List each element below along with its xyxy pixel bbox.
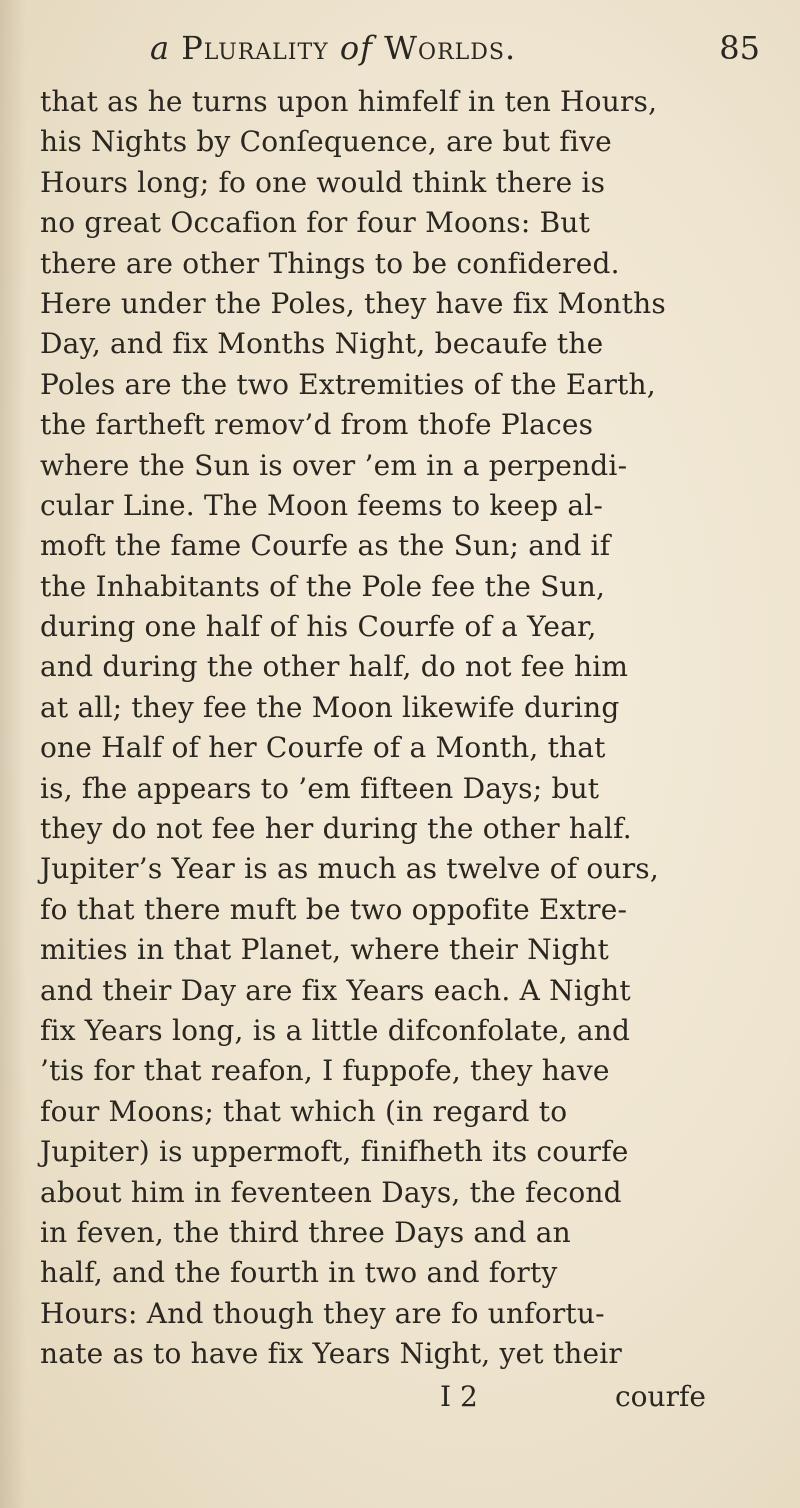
text-line: Here under the Poles, they have fix Months — [40, 286, 666, 320]
text-line: about him in feventeen Days, the fecond — [40, 1175, 622, 1209]
text-line: is, fhe appears to ’em fifteen Days; but — [40, 771, 600, 805]
text-line: Poles are the two Extremities of the Earth, — [40, 367, 656, 401]
text-line: the fartheft remov’d from thofe Places — [40, 408, 594, 442]
text-line: at all; they fee the Moon likewife during — [40, 690, 620, 724]
catchword: courfe — [615, 1379, 706, 1413]
text-line: one Half of her Courfe of a Month, that — [40, 731, 606, 765]
text-line: Jupiter) is uppermoft, finifheth its courfe — [40, 1135, 629, 1169]
text-line: they do not fee her during the other half. — [40, 812, 632, 846]
text-line: Day, and fix Months Night, becaufe the — [40, 327, 604, 361]
running-head — [150, 22, 516, 74]
text-line: that as he turns upon himfelf in ten Hours, — [40, 85, 658, 118]
text-line: four Moons; that which (in regard to — [40, 1094, 568, 1128]
text-line: there are other Things to be confidered. — [40, 246, 620, 280]
text-line: no great Occafion for four Moons: But — [40, 206, 591, 240]
text-line: Hours long; fo one would think there is — [40, 165, 606, 199]
text-line: Hours: And though they are fo unfortu- — [40, 1296, 605, 1330]
text-line: the Inhabitants of the Pole fee the Sun, — [40, 569, 606, 603]
page-header — [150, 22, 760, 74]
text-line: during one half of his Courfe of a Year, — [40, 610, 597, 644]
text-line: nate as to have fix Years Night, yet their — [40, 1337, 623, 1371]
running-head-main: Plurality — [181, 29, 329, 67]
text-line: and during the other half, do not fee him — [40, 650, 629, 684]
text-line: moft the fame Courfe as the Sun; and if — [40, 529, 611, 563]
page-footer — [40, 1375, 795, 1419]
running-head-of: of — [339, 29, 373, 67]
text-line: his Nights by Conſequence, are but five — [40, 125, 612, 159]
text-line: mities in that Planet, where their Night — [40, 933, 609, 967]
text-line: where the Sun is over ’em in a perpendi- — [40, 448, 628, 482]
text-line: fo that there muft be two oppofite Extre- — [40, 892, 628, 926]
text-line: ’tis for that reafon, I fuppofe, they have — [40, 1054, 610, 1088]
text-line: half, and the fourth in two and forty — [40, 1256, 558, 1290]
text-line: cular Line. The Moon feems to keep al- — [40, 488, 604, 522]
running-head-end: Worlds. — [384, 29, 517, 67]
signature-mark: I 2 — [440, 1379, 478, 1413]
text-line: fix Years long, is a little difconfolate, and — [40, 1013, 631, 1047]
text-line: in feven, the third three Days and an — [40, 1215, 571, 1249]
text-line: and their Day are fix Years each. A Night — [40, 973, 631, 1007]
page-number: 85 — [719, 29, 760, 67]
running-head-prefix: a — [150, 29, 171, 67]
body-text — [40, 82, 795, 1419]
text-line: Jupiter’s Year is as much as twelve of ours, — [40, 852, 659, 886]
